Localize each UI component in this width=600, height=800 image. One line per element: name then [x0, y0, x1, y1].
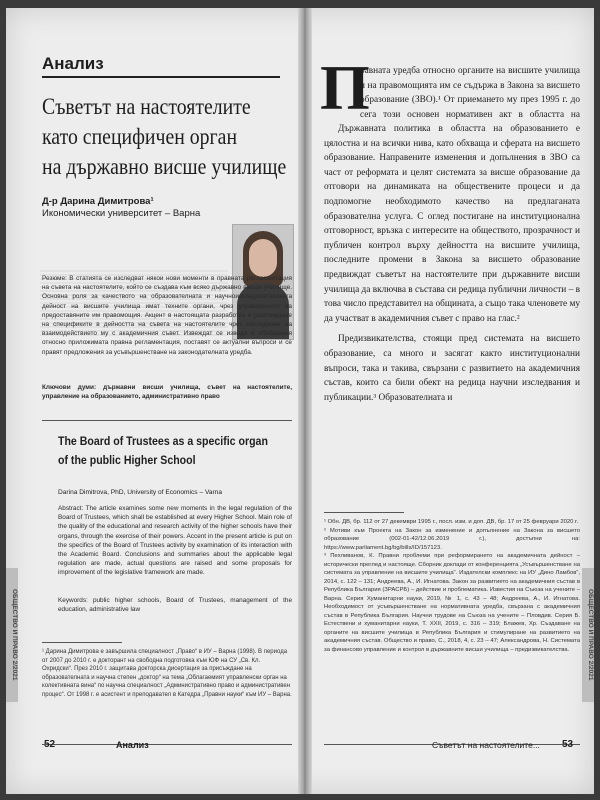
paragraph: Държавната политика в областта на образованието е цялостна и на всички нива, като обхваща и сферата на висшето образование. Направените изменения и допълнения в ЗВО са част от реформата и целят системата за висше образование да отговори на динамиката на обществените процеси и да подпомогне необходимото качество на предлаганата образователна услуга. С оглед постигане на институционална отговорност, връзка с интересите на обществото, прозрачност и публичен контрол върху дейността на висшите училища, последните промени в Закона за висшето образование предвиждат съветът на настоятелите при държавните висши училища да включва в състава си редица публични личности – в това число представител на общината, а също така членовете му да участват в академичния съвет с право на глас.² — [324, 124, 580, 324]
footer-label: Анализ — [116, 740, 149, 750]
drop-cap: П — [320, 52, 370, 123]
abstract-bg-text: Резюме: В статията се изследват някои нови моменти в правната регламентация на съвета на настоятелите, който се създава към всяко държавно висше училище. Основна роля за качеството на образователната и научноизследователската дейност на висшите училища имат техните органи, чрез управлението на предоставяните им правомощия. Акцент в настоящата разработка е разглеждане на спецификите в дейността на съвета на настоятелите чрез изследване на взаимодействието му с академичния съвет. Извеждат се изводи и обобщения относно приложимата правна регламентация, поставят се актуални въпроси и се правят предложения за усъвършенстване на законодателната уредба. — [42, 275, 292, 356]
article-title — [42, 92, 287, 182]
left-page — [6, 8, 298, 794]
footnote: ¹ Обн. ДВ, бр. 112 от 27 декември 1995 г., посл. изм. и доп. ДВ, бр. 17 от 25 февруари 2020 г. — [324, 519, 579, 525]
english-title — [58, 433, 270, 471]
section-rubric: Анализ — [42, 54, 280, 78]
title-line: Съветът на настоятелите — [42, 94, 251, 119]
paragraph-intro — [360, 64, 580, 122]
keywords-bg: Ключови думи: държавни висши училища, съвет на настоятелите, управление на образованието, административно право — [42, 384, 292, 401]
abstract-en-text: Abstract: The article examines some new moments in the legal regulation of the Board of Trustees, which shall be established at every Higher School. Main role of the quality of the educational and research activity of the higher schools have their organs, through the exercise of their powers. Accent in the present article is put on the specifics of the Board of Trustees activity by examination of its interaction with the Academic Board. Conclusions and summaries about the applicable legal regulation are made, actual questions are raised and some proposals for improvement of the legislative framework are made. — [58, 505, 292, 577]
footer-label: Съветът на настоятелите... — [432, 740, 540, 750]
book-spread — [6, 8, 594, 794]
body-text-column — [324, 122, 580, 510]
page-number: 52 — [44, 739, 56, 750]
keywords-en: Keywords: public higher schools, Board of Trustees, management of the education, administrative law — [58, 597, 292, 614]
journal-side-tab: ОБЩЕСТВО И ПРАВО 2/2021 — [582, 568, 594, 702]
title-line: като специфичен орган — [42, 124, 238, 149]
footer-rule — [42, 744, 292, 745]
paragraph: Предизвикателства, стоящи пред системата на висшето образование, са много и засягат както институционални въпроси, така и такива, свързани с развитието на академичния състав, които са били обект на редица научни изследвания и публикации.³ Образователната и — [324, 334, 580, 403]
book-gutter — [298, 8, 312, 794]
paragraph-text: равната уредба относно органите на висшите училища и на правомощията им се съдържа в Закона за висшето образование (ЗВО).¹ От приемането му през 1995 г. до сега този основен нормативен акт в областта на — [360, 66, 580, 120]
author-footnote: ¹ Дарина Димитрова е завършила специалност „Право“ в ИУ – Варна (1998). В периода от 2007 до 2010 г. е докторант на свободна подготовка към ЮФ на СУ „Св. Кл. Охридски“. През 2010 г. защитава докторска дисертация за присъждане на образователната и научна степен „доктор“ на тема „Облагаемият управленски орган на колективната вина“ по научна специалност „Административно право и административен процес“. От 1998 г. е асистент и преподавател в Катедра „Правни науки“ към ИУ – Варна. — [42, 649, 292, 698]
divider — [42, 420, 292, 421]
english-author: Darina Dimitrova, PhD, University of Economics – Varna — [58, 489, 223, 496]
footnote-rule — [324, 512, 404, 513]
en-title-line: of the public Higher School — [58, 455, 196, 467]
author-name: Д-р Дарина Димитрова¹ — [42, 196, 154, 207]
footnote-rule — [42, 642, 122, 643]
page-number: 53 — [562, 739, 574, 750]
author-affiliation: Икономически университет – Варна — [42, 208, 201, 219]
journal-side-tab: ОБЩЕСТВО И ПРАВО 2/2021 — [6, 568, 18, 702]
en-title-line: The Board of Trustees as a specific organ — [58, 436, 268, 448]
footnotes — [324, 518, 580, 654]
footnote: ² Мотиви към Проекта на Закон за изменение и допълнение на Закона за висшето образование (002-01-42/12.06.2019 г.), достъпни на: https://www.parliament.bg/bg/bills/ID/157123. — [324, 527, 580, 551]
right-page — [312, 8, 594, 794]
footnote: ³ Пехливанов, К. Правни проблеми при реформирането на академичната дейност – исторически преглед и настояще. Сборник доклади от конференцията „Усъвършенстване на системата за управление на висшите училища“. Издателски комплекс на ИУ „Дино Ламбов“, 2014, с. 122 – 131; Андреева, А., И. Игнатова. Закон за развитието на академичния състав в Република България (ЗРАСРБ) – действие и проблематика. Известия на Съюза на учените – Варна. Серия Хуманитарни науки, 2019, № 1, с. 43 – 48; Андреева, А., И. Игнатова. Необходимост от усъвършенстване на нормативната уредба, свързана с академичния състав в Република България. Научни трудове на Съюза на учените – Пловдив. Серия Б. Естествени и хуманитарни науки, Т. XXII, 2019, с. 316 – 319; Блажев, Хр. Създаване на органите на висшите училища в Република България и стимулиране на развитието на академичния състав. Общество и право, С., 2018, 4, с. 23 – 47; Александрова, Н. Системата за финансово управление и контрол в държавните висши училища – предизвикателства. — [324, 553, 580, 653]
title-line: на държавно висше училище — [42, 154, 287, 179]
